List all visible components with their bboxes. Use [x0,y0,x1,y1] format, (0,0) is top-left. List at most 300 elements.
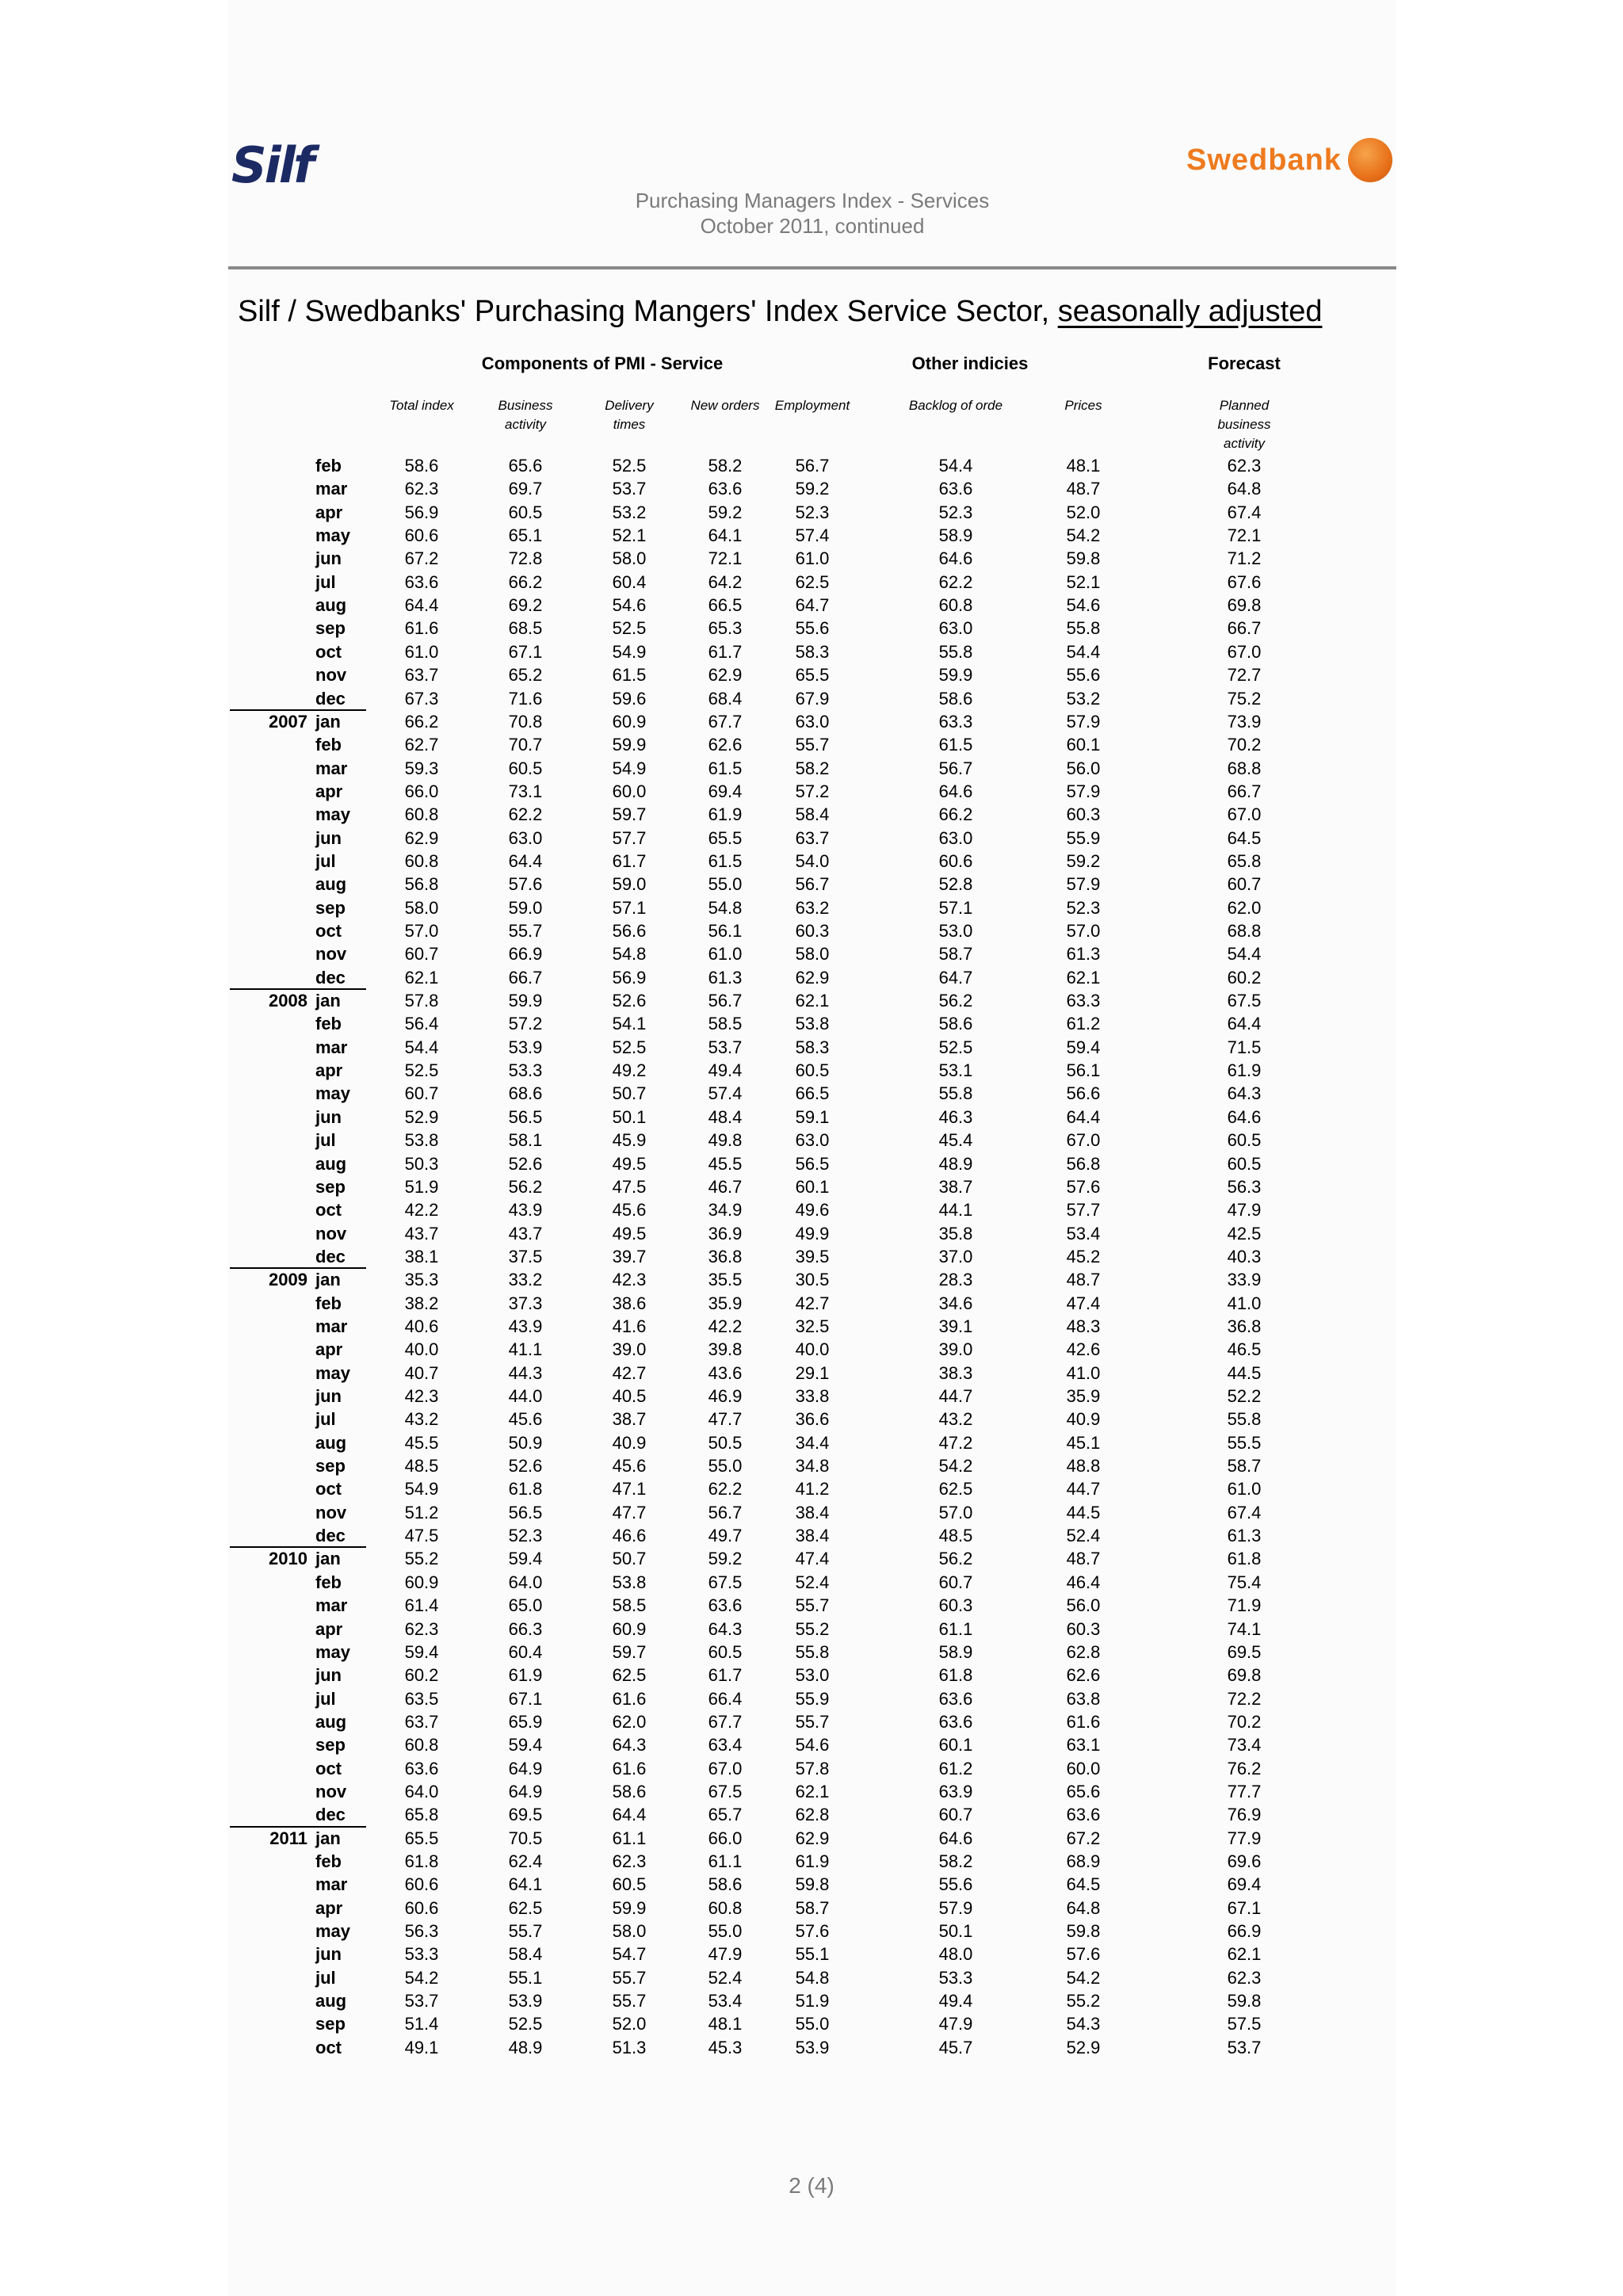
table-cell: 62.9 [795,1828,830,1848]
table-cell: 57.5 [1227,2014,1262,2034]
table-cell: 40.7 [404,1362,439,1383]
table-cell: 30.5 [795,1270,830,1290]
table-cell: 59.4 [1066,1037,1101,1057]
table-row [0,1664,1623,1687]
table-cell: 59.6 [612,688,647,709]
table-cell: 35.5 [708,1270,743,1290]
table-cell: 49.4 [708,1060,743,1081]
table-row [0,1594,1623,1617]
table-cell: 62.3 [1227,456,1262,476]
table-cell: 42.7 [612,1362,647,1383]
month-label: jun [315,1944,342,1965]
month-label: jun [315,1106,342,1127]
table-cell: 67.1 [508,641,543,662]
table-row [0,1315,1623,1338]
table-cell: 61.8 [938,1665,973,1686]
table-cell: 65.9 [508,1711,543,1732]
table-cell: 67.6 [1227,571,1262,592]
table-row [0,2036,1623,2059]
table-cell: 62.2 [708,1479,743,1499]
table-cell: 45.5 [708,1153,743,1174]
table-cell: 61.6 [404,618,439,639]
table-cell: 69.2 [508,595,543,616]
table-cell: 57.9 [1066,781,1101,801]
table-cell: 59.7 [612,1641,647,1662]
table-cell: 52.1 [612,525,647,546]
table-cell: 55.7 [795,1595,830,1616]
month-label: jan [315,1549,341,1569]
table-cell: 59.4 [508,1735,543,1755]
table-cell: 60.3 [938,1595,973,1616]
table-cell: 52.1 [1066,571,1101,592]
table-cell: 60.7 [938,1805,973,1825]
table-cell: 66.5 [708,595,743,616]
table-cell: 55.9 [1066,827,1101,848]
table-cell: 61.9 [795,1851,830,1871]
month-label: may [315,1921,351,1942]
table-cell: 56.8 [404,874,439,895]
table-cell: 59.7 [612,804,647,825]
table-cell: 65.0 [508,1595,543,1616]
month-label: apr [315,1897,343,1918]
table-cell: 44.1 [938,1200,973,1221]
table-row [0,1850,1623,1873]
table-cell: 43.9 [508,1200,543,1221]
table-cell: 65.5 [795,665,830,686]
table-row [0,1618,1623,1641]
table-cell: 68.5 [508,618,543,639]
table-cell: 57.1 [938,897,973,918]
table-cell: 62.1 [795,991,830,1011]
table-row [0,1268,1623,1291]
table-cell: 52.9 [404,1106,439,1127]
table-cell: 61.3 [1227,1526,1262,1546]
table-row [0,827,1623,850]
table-cell: 61.6 [1066,1711,1101,1732]
table-cell: 60.2 [404,1665,439,1686]
table-cell: 67.5 [708,1781,743,1801]
table-cell: 45.9 [612,1130,647,1151]
month-label: dec [315,1526,346,1546]
table-row [0,1106,1623,1129]
table-cell: 60.5 [508,758,543,778]
table-cell: 41.0 [1227,1293,1262,1313]
table-cell: 46.6 [612,1526,647,1546]
table-cell: 56.5 [508,1502,543,1522]
table-cell: 75.2 [1227,688,1262,709]
table-cell: 42.7 [795,1293,830,1313]
table-cell: 57.0 [404,921,439,941]
month-label: aug [315,874,347,895]
table-cell: 56.8 [1066,1153,1101,1174]
table-cell: 62.9 [404,827,439,848]
month-label: oct [315,1200,342,1221]
table-cell: 56.7 [795,456,830,476]
table-row [0,1966,1623,1989]
table-cell: 47.7 [612,1502,647,1522]
table-cell: 50.7 [612,1549,647,1569]
month-label: oct [315,2037,342,2057]
table-cell: 39.0 [612,1339,647,1360]
column-header: Planned business activity [1217,398,1271,451]
table-cell: 62.3 [1227,1967,1262,1988]
swedbank-oak-icon [1348,138,1392,182]
table-row [0,780,1623,803]
table-cell: 62.0 [1227,897,1262,918]
table-cell: 61.5 [938,735,973,755]
table-cell: 47.2 [938,1432,973,1453]
table-cell: 44.7 [938,1386,973,1406]
table-cell: 58.0 [795,944,830,965]
table-cell: 62.3 [404,479,439,499]
table-cell: 63.6 [938,1688,973,1709]
table-cell: 52.2 [1227,1386,1262,1406]
table-cell: 44.3 [508,1362,543,1383]
month-label: nov [315,1223,347,1244]
table-cell: 53.7 [404,1991,439,2011]
table-cell: 60.2 [1227,967,1262,988]
table-cell: 63.6 [404,1758,439,1778]
month-label: jan [315,1270,341,1290]
table-cell: 48.7 [1066,479,1101,499]
table-cell: 69.4 [708,781,743,801]
table-cell: 58.2 [795,758,830,778]
column-header: Employment [774,398,850,413]
table-cell: 59.8 [1066,548,1101,569]
table-cell: 64.3 [1227,1083,1262,1104]
table-cell: 55.8 [938,1083,973,1104]
month-label: sep [315,1176,346,1197]
table-row [0,1571,1623,1594]
table-cell: 52.4 [708,1967,743,1988]
table-cell: 66.0 [708,1828,743,1848]
month-label: jun [315,548,342,569]
table-cell: 60.1 [1066,735,1101,755]
table-row [0,1408,1623,1431]
table-cell: 67.5 [1227,991,1262,1011]
table-cell: 52.4 [1066,1526,1101,1546]
table-cell: 63.3 [938,711,973,732]
table-cell: 56.2 [938,991,973,1011]
month-label: feb [315,735,342,755]
table-cell: 56.5 [508,1106,543,1127]
table-cell: 58.2 [708,456,743,476]
table-cell: 61.7 [708,641,743,662]
table-cell: 56.3 [404,1921,439,1942]
table-cell: 52.5 [404,1060,439,1081]
month-label: apr [315,781,343,801]
table-cell: 53.8 [612,1572,647,1592]
table-cell: 61.5 [708,850,743,871]
table-row [0,966,1623,989]
table-cell: 59.9 [612,735,647,755]
table-cell: 44.7 [1066,1479,1101,1499]
table-row [0,733,1623,756]
table-cell: 35.3 [404,1270,439,1290]
table-cell: 71.9 [1227,1595,1262,1616]
table-cell: 47.1 [612,1479,647,1499]
table-cell: 58.4 [795,804,830,825]
table-cell: 60.4 [612,571,647,592]
month-label: mar [315,1316,348,1336]
table-cell: 45.3 [708,2037,743,2057]
table-cell: 64.9 [508,1758,543,1778]
table-cell: 47.5 [612,1176,647,1197]
month-label: aug [315,1153,347,1174]
table-cell: 52.0 [1066,502,1101,522]
table-cell: 48.9 [508,2037,543,2057]
table-cell: 67.3 [404,688,439,709]
table-row [0,687,1623,710]
table-cell: 60.5 [612,1874,647,1895]
column-header: Prices [1064,398,1102,413]
table-cell: 61.6 [612,1688,647,1709]
table-cell: 56.1 [1066,1060,1101,1081]
table-cell: 62.5 [795,571,830,592]
month-label: jul [315,1409,336,1430]
table-cell: 61.7 [708,1665,743,1686]
table-cell: 61.0 [404,641,439,662]
table-cell: 39.1 [938,1316,973,1336]
table-cell: 44.5 [1066,1502,1101,1522]
table-cell: 53.8 [795,1014,830,1034]
table-cell: 61.0 [708,944,743,965]
table-cell: 63.0 [795,1130,830,1151]
table-cell: 57.9 [1066,874,1101,895]
table-cell: 60.9 [612,1618,647,1639]
table-row [0,1827,1623,1850]
table-cell: 56.7 [795,874,830,895]
table-cell: 63.6 [404,571,439,592]
table-cell: 56.5 [795,1153,830,1174]
table-cell: 56.2 [508,1176,543,1197]
table-cell: 63.6 [1066,1805,1101,1825]
year-label: 2010 [269,1549,307,1569]
table-cell: 61.1 [612,1828,647,1848]
table-cell: 77.9 [1227,1828,1262,1848]
table-cell: 63.7 [404,1711,439,1732]
table-row [0,896,1623,919]
month-label: nov [315,1502,347,1522]
table-cell: 63.7 [795,827,830,848]
table-cell: 55.1 [508,1967,543,1988]
table-cell: 57.0 [1066,921,1101,941]
table-cell: 53.3 [938,1967,973,1988]
table-cell: 61.3 [708,967,743,988]
table-cell: 45.2 [1066,1246,1101,1266]
table-cell: 60.5 [1227,1130,1262,1151]
table-row [0,803,1623,826]
table-cell: 52.6 [508,1153,543,1174]
table-row [0,1036,1623,1059]
table-cell: 49.7 [708,1526,743,1546]
table-cell: 59.2 [795,479,830,499]
table-cell: 38.1 [404,1246,439,1266]
table-cell: 53.9 [508,1037,543,1057]
month-label: dec [315,1246,346,1266]
header-divider [228,266,1396,269]
table-cell: 61.9 [1227,1060,1262,1081]
table-cell: 56.7 [708,1502,743,1522]
table-cell: 60.5 [708,1641,743,1662]
table-cell: 49.9 [795,1223,830,1244]
table-cell: 69.6 [1227,1851,1262,1871]
month-label: dec [315,1805,346,1825]
table-cell: 58.3 [795,641,830,662]
table-cell: 48.4 [708,1106,743,1127]
table-cell: 64.1 [708,525,743,546]
table-cell: 49.5 [612,1153,647,1174]
page-number: 2 (4) [789,2173,834,2198]
table-cell: 34.8 [795,1456,830,1477]
table-row [0,2012,1623,2035]
table-cell: 61.7 [612,850,647,871]
table-cell: 65.8 [1227,850,1262,871]
month-label: feb [315,456,342,476]
group-components: Components of PMI - Service [481,353,724,373]
table-cell: 66.9 [1227,1921,1262,1942]
table-cell: 39.8 [708,1339,743,1360]
table-row [0,1222,1623,1245]
table-cell: 56.1 [708,921,743,941]
table-cell: 55.0 [708,1921,743,1942]
table-cell: 33.9 [1227,1270,1262,1290]
table-row [0,1129,1623,1152]
table-cell: 54.8 [708,897,743,918]
table-cell: 58.6 [938,688,973,709]
table-cell: 69.7 [508,479,543,499]
table-cell: 64.4 [508,850,543,871]
table-cell: 62.1 [404,967,439,988]
table-cell: 46.7 [708,1176,743,1197]
table-cell: 53.7 [1227,2037,1262,2057]
table-cell: 55.5 [1227,1432,1262,1453]
table-cell: 58.6 [938,1014,973,1034]
table-cell: 35.8 [938,1223,973,1244]
table-cell: 49.8 [708,1130,743,1151]
table-cell: 60.7 [938,1572,973,1592]
table-cell: 57.8 [795,1758,830,1778]
table-cell: 53.3 [404,1944,439,1965]
table-cell: 61.5 [708,758,743,778]
table-cell: 54.4 [1066,641,1101,662]
table-cell: 60.7 [1227,874,1262,895]
table-cell: 65.7 [708,1805,743,1825]
table-cell: 62.8 [1066,1641,1101,1662]
table-row [0,477,1623,500]
table-cell: 60.7 [404,944,439,965]
table-cell: 59.8 [1227,1991,1262,2011]
table-cell: 64.7 [938,967,973,988]
table-cell: 55.2 [1066,1991,1101,2011]
table-cell: 61.8 [508,1479,543,1499]
month-label: dec [315,967,346,988]
table-cell: 70.5 [508,1828,543,1848]
table-cell: 47.9 [1227,1200,1262,1221]
table-cell: 65.5 [404,1828,439,1848]
table-cell: 66.2 [404,711,439,732]
table-cell: 39.0 [938,1339,973,1360]
table-cell: 38.7 [938,1176,973,1197]
table-cell: 67.4 [1227,1502,1262,1522]
table-cell: 52.6 [612,991,647,1011]
table-cell: 61.0 [1227,1479,1262,1499]
table-row [0,1641,1623,1664]
table-cell: 53.2 [1066,688,1101,709]
table-cell: 54.8 [612,944,647,965]
table-cell: 60.6 [404,1897,439,1918]
table-cell: 60.8 [404,850,439,871]
table-cell: 65.3 [708,618,743,639]
month-label: jan [315,711,341,732]
month-label: aug [315,1991,347,2011]
table-cell: 69.8 [1227,595,1262,616]
table-cell: 54.8 [795,1967,830,1988]
table-cell: 72.7 [1227,665,1262,686]
table-cell: 55.7 [795,1711,830,1732]
table-cell: 64.4 [404,595,439,616]
table-cell: 54.6 [612,595,647,616]
table-row [0,1501,1623,1524]
table-cell: 60.3 [1066,1618,1101,1639]
table-cell: 63.3 [1066,991,1101,1011]
month-label: aug [315,1432,347,1453]
table-cell: 58.3 [795,1037,830,1057]
table-cell: 63.6 [938,1711,973,1732]
table-cell: 57.8 [404,991,439,1011]
table-cell: 49.1 [404,2037,439,2057]
table-cell: 40.6 [404,1316,439,1336]
table-cell: 50.9 [508,1432,543,1453]
table-cell: 65.1 [508,525,543,546]
table-cell: 62.4 [508,1851,543,1871]
table-cell: 64.8 [1227,479,1262,499]
table-cell: 59.2 [708,502,743,522]
column-header: Delivery times [605,398,654,432]
table-row [0,1012,1623,1035]
table-cell: 61.3 [1066,944,1101,965]
month-label: feb [315,1293,342,1313]
table-cell: 40.5 [612,1386,647,1406]
table-cell: 64.0 [404,1781,439,1801]
table-cell: 55.8 [1066,618,1101,639]
table-row [0,454,1623,477]
table-cell: 54.4 [404,1037,439,1057]
table-cell: 56.7 [708,991,743,1011]
table-cell: 63.7 [404,665,439,686]
table-cell: 60.4 [508,1641,543,1662]
column-header: Total index [389,398,454,413]
table-cell: 59.1 [795,1106,830,1127]
table-cell: 67.4 [1227,502,1262,522]
month-label: jan [315,991,341,1011]
table-cell: 59.3 [404,758,439,778]
table-cell: 57.6 [795,1921,830,1942]
table-cell: 60.6 [938,850,973,871]
month-label: feb [315,1572,342,1592]
table-cell: 51.3 [612,2037,647,2057]
table-cell: 38.7 [612,1409,647,1430]
table-cell: 48.5 [404,1456,439,1477]
month-label: sep [315,618,346,639]
table-cell: 33.8 [795,1386,830,1406]
table-cell: 62.1 [1066,967,1101,988]
table-cell: 66.3 [508,1618,543,1639]
table-cell: 64.4 [1227,1014,1262,1034]
table-cell: 52.3 [795,502,830,522]
month-label: aug [315,1711,347,1732]
table-cell: 53.7 [708,1037,743,1057]
